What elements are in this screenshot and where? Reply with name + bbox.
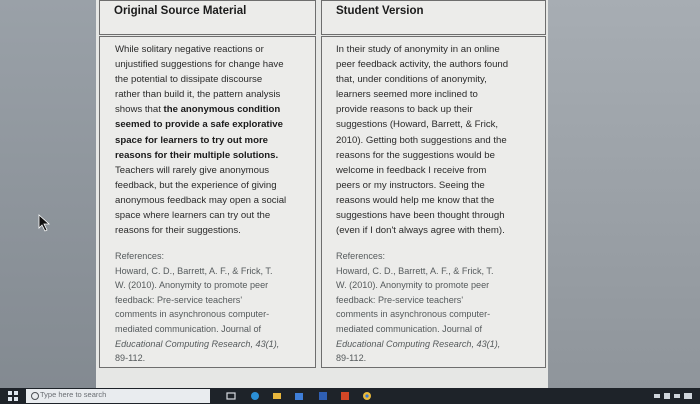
- original-line-bold: the anonymous condition: [163, 104, 281, 116]
- reference-line: Educational Computing Research, 43(1),: [115, 338, 280, 349]
- student-line: that, under conditions of anonymity,: [336, 74, 487, 86]
- references-heading: References:: [336, 251, 386, 261]
- system-tray-icons[interactable]: [654, 392, 694, 400]
- original-line: While solitary negative reactions or: [115, 44, 264, 55]
- word-app-icon[interactable]: [318, 391, 328, 401]
- document-page: [96, 0, 548, 388]
- header-original: [99, 0, 316, 35]
- original-line: unjustified suggestions for change have: [115, 59, 284, 71]
- reference-line: comments in asynchronous computer-: [336, 309, 491, 320]
- reference-line: 89-112.: [336, 353, 367, 364]
- original-line: the potential to dissipate discourse: [115, 74, 263, 86]
- reference-line: mediated communication. Journal of: [336, 323, 483, 334]
- original-line: reasons for their suggestions.: [115, 225, 241, 237]
- original-line: [115, 102, 315, 117]
- reference-line: W. (2010). Anonymity to promote peer: [336, 280, 490, 291]
- reference-line: feedback: Pre-service teachers': [336, 294, 464, 305]
- reference-line: 89-112.: [115, 353, 146, 364]
- search-icon: [31, 392, 39, 400]
- student-line: In their study of anonymity in an online: [336, 44, 500, 55]
- student-references: [336, 249, 541, 366]
- desktop-background-right: [548, 0, 700, 388]
- header-student: [321, 0, 546, 35]
- original-line: feedback, but the experience of giving: [115, 179, 277, 191]
- student-line: provide reasons to back up their: [336, 104, 473, 116]
- original-bold-line: seemed to provide a safe explorative: [115, 119, 283, 131]
- original-line-normal: shows that: [115, 104, 164, 116]
- windows-start-icon[interactable]: [8, 391, 18, 401]
- desktop-background-left: [0, 0, 96, 388]
- taskbar-search-input[interactable]: [26, 389, 210, 403]
- reference-line: comments in asynchronous computer-: [115, 309, 270, 320]
- original-bold-line: reasons for their multiple solutions.: [115, 149, 279, 161]
- reference-line: feedback: Pre-service teachers': [115, 294, 243, 305]
- student-line: learners seemed more inclined to: [336, 89, 478, 101]
- original-line: Teachers will rarely give anonymous: [115, 164, 270, 176]
- reference-line: W. (2010). Anonymity to promote peer: [115, 280, 269, 291]
- student-line: reasons would help me know that the: [336, 194, 495, 206]
- student-line: peer feedback activity, the authors found: [336, 59, 509, 71]
- powerpoint-app-icon[interactable]: [340, 391, 350, 401]
- original-line: anonymous feedback may open a social: [115, 194, 287, 206]
- reference-line: Howard, C. D., Barrett, A. F., & Frick, T.: [336, 265, 494, 276]
- original-line: rather than build it, the pattern analysis: [115, 89, 281, 101]
- student-line: welcome in feedback I receive from: [336, 164, 487, 176]
- student-line: 2010). Getting both suggestions and the: [336, 134, 507, 146]
- student-line: suggestions (Howard, Barrett, & Frick,: [336, 119, 499, 131]
- references-heading: References:: [115, 251, 165, 261]
- chrome-app-icon[interactable]: [362, 391, 372, 401]
- original-line: space where learners can try out the: [115, 210, 271, 222]
- header-original-label: Original Source Material: [114, 5, 247, 17]
- student-line: reasons for the suggestions would be: [336, 149, 495, 161]
- student-line: (even if I don't always agree with them).: [336, 225, 505, 237]
- original-source-text: [115, 42, 315, 238]
- student-line: suggestions have been thought through: [336, 210, 505, 222]
- student-line: peers or my instructors. Seeing the: [336, 179, 485, 191]
- taskbar-search-placeholder: Type here to search: [40, 390, 107, 399]
- store-icon[interactable]: [294, 391, 304, 401]
- edge-browser-icon[interactable]: [250, 391, 260, 401]
- original-bold-line: space for learners to try out more: [115, 134, 269, 146]
- student-version-text: [336, 42, 541, 238]
- reference-line: Educational Computing Research, 43(1),: [336, 338, 501, 349]
- mouse-pointer-icon: [38, 214, 52, 232]
- header-student-label: Student Version: [336, 5, 424, 17]
- original-references: [115, 249, 315, 366]
- reference-line: mediated communication. Journal of: [115, 323, 262, 334]
- taskbar: [0, 388, 700, 404]
- task-view-icon[interactable]: [226, 391, 236, 401]
- file-explorer-icon[interactable]: [272, 391, 282, 401]
- reference-line: Howard, C. D., Barrett, A. F., & Frick, T.: [115, 265, 273, 276]
